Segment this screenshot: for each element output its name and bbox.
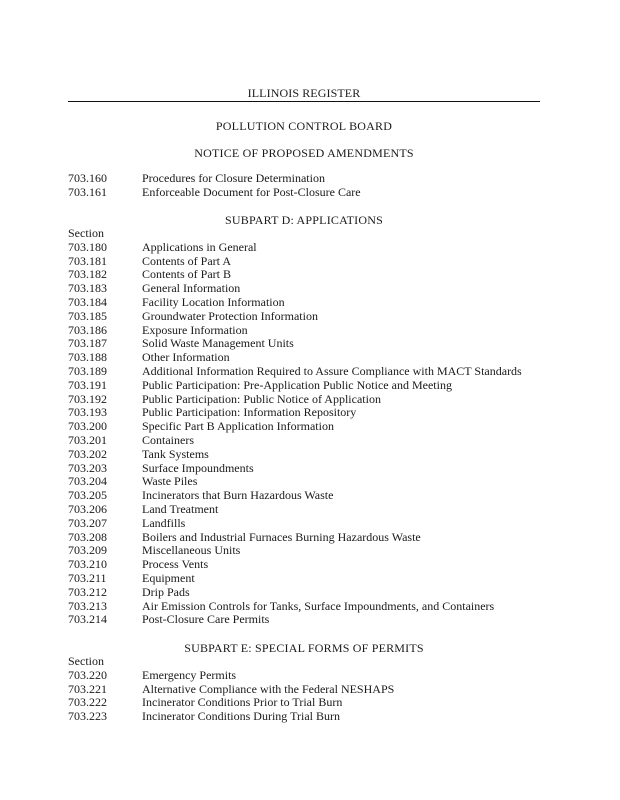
- section-title: Emergency Permits: [142, 667, 237, 682]
- section-row: [68, 255, 548, 269]
- subpart-e-list: [68, 655, 548, 724]
- header-rule: [68, 101, 540, 102]
- subpart-d-heading: SUBPART D: APPLICATIONS: [225, 213, 383, 227]
- section-row: [68, 475, 548, 489]
- section-number: 703.205: [68, 488, 107, 503]
- section-row: [68, 600, 548, 614]
- section-title: Specific Part B Application Information: [142, 419, 334, 434]
- section-number: 703.189: [68, 363, 107, 378]
- section-title: Containers: [142, 432, 194, 447]
- section-number: 703.214: [68, 612, 107, 627]
- section-number: 703.184: [68, 294, 107, 309]
- section-title: Waste Piles: [142, 474, 198, 489]
- section-row: [68, 406, 548, 420]
- subpart-e-items: [68, 669, 548, 724]
- section-row: [68, 586, 548, 600]
- section-row: [68, 434, 548, 448]
- section-row: [68, 517, 548, 531]
- section-number: 703.210: [68, 557, 107, 572]
- section-number: 703.200: [68, 419, 107, 434]
- section-title: Solid Waste Management Units: [142, 336, 294, 351]
- section-row: [68, 489, 548, 503]
- section-row: [68, 365, 548, 379]
- section-number: 703.193: [68, 405, 107, 420]
- section-title: Other Information: [142, 350, 230, 365]
- section-row: [68, 241, 548, 255]
- section-title: Contents of Part B: [142, 267, 231, 282]
- subpart-d-list: [68, 227, 548, 627]
- section-row: [68, 613, 548, 627]
- section-title: Procedures for Closure Determination: [142, 171, 325, 185]
- section-row: [68, 393, 548, 407]
- section-number: 703.192: [68, 391, 107, 406]
- section-row: [68, 696, 548, 710]
- section-row: [68, 572, 548, 586]
- register-title: ILLINOIS REGISTER: [247, 86, 361, 100]
- section-row: [68, 282, 548, 296]
- section-number: 703.207: [68, 515, 107, 530]
- section-number: 703.202: [68, 446, 107, 461]
- section-number: 703.204: [68, 474, 107, 489]
- section-row: [68, 503, 548, 517]
- section-row: [68, 296, 548, 310]
- section-number: 703.185: [68, 308, 107, 323]
- section-number: 703.160: [68, 171, 107, 185]
- section-number: 703.188: [68, 350, 107, 365]
- section-number: 703.161: [68, 184, 107, 199]
- section-number: 703.181: [68, 253, 107, 268]
- section-number: 703.223: [68, 709, 107, 724]
- section-number: 703.212: [68, 584, 107, 599]
- board-title: POLLUTION CONTROL BOARD: [215, 119, 393, 133]
- section-number: 703.191: [68, 377, 107, 392]
- section-title: Facility Location Information: [142, 294, 285, 309]
- section-title: Enforceable Document for Post-Closure Care: [142, 184, 361, 199]
- section-row: [68, 310, 548, 324]
- subpart-d-items: [68, 241, 548, 627]
- section-title: Exposure Information: [142, 322, 248, 337]
- notice-title: NOTICE OF PROPOSED AMENDMENTS: [194, 146, 414, 160]
- section-number: 703.222: [68, 695, 107, 710]
- section-row: [68, 448, 548, 462]
- section-title: Tank Systems: [142, 446, 209, 461]
- section-number: 703.186: [68, 322, 107, 337]
- top-section-list: [68, 172, 548, 200]
- subpart-e-heading: SUBPART E: SPECIAL FORMS OF PERMITS: [184, 641, 424, 655]
- section-row: [68, 558, 548, 572]
- section-row: [68, 710, 548, 724]
- section-title: Equipment: [142, 570, 195, 585]
- section-number: 703.209: [68, 543, 107, 558]
- section-title: Air Emission Controls for Tanks, Surface Impoundments, and Containers: [142, 598, 495, 613]
- section-title: Post-Closure Care Permits: [142, 612, 270, 627]
- section-number: 703.182: [68, 267, 107, 282]
- section-number: 703.211: [68, 570, 107, 585]
- section-title: Incinerators that Burn Hazardous Waste: [142, 488, 334, 503]
- section-title: Applications in General: [142, 239, 257, 254]
- section-title: General Information: [142, 281, 241, 296]
- section-row: [68, 324, 548, 338]
- section-number: 703.220: [68, 667, 107, 682]
- section-row: [68, 268, 548, 282]
- section-number: 703.183: [68, 281, 107, 296]
- section-title: Public Participation: Public Notice of Application: [142, 391, 381, 406]
- section-label: Section: [68, 226, 104, 240]
- section-label: Section: [68, 654, 104, 668]
- section-title: Boilers and Industrial Furnaces Burning Hazardous Waste: [142, 529, 421, 544]
- section-row: [68, 531, 548, 545]
- section-row: [68, 669, 548, 683]
- section-title: Alternative Compliance with the Federal NESHAPS: [142, 681, 395, 696]
- section-title: Incinerator Conditions During Trial Burn: [142, 709, 340, 724]
- section-row: [68, 462, 548, 476]
- section-number: 703.221: [68, 681, 107, 696]
- section-row: [68, 379, 548, 393]
- section-number: 703.180: [68, 239, 107, 254]
- section-row: [68, 186, 548, 200]
- section-title: Miscellaneous Units: [142, 543, 241, 558]
- section-title: Public Participation: Pre-Application Public Notice and Meeting: [142, 377, 452, 392]
- section-row: [68, 544, 548, 558]
- section-title: Process Vents: [142, 557, 209, 572]
- section-title: Drip Pads: [142, 584, 190, 599]
- section-title: Public Participation: Information Repository: [142, 405, 357, 420]
- section-number: 703.208: [68, 529, 107, 544]
- section-row: [68, 351, 548, 365]
- section-number: 703.213: [68, 598, 107, 613]
- section-number: 703.206: [68, 501, 107, 516]
- section-title: Land Treatment: [142, 501, 219, 516]
- section-title: Groundwater Protection Information: [142, 308, 318, 323]
- section-title: Surface Impoundments: [142, 460, 254, 475]
- section-row: [68, 420, 548, 434]
- section-title: Incinerator Conditions Prior to Trial Burn: [142, 695, 343, 710]
- section-title: Additional Information Required to Assure Compliance with MACT Standards: [142, 363, 522, 378]
- section-row: [68, 172, 548, 186]
- section-number: 703.187: [68, 336, 107, 351]
- section-number: 703.203: [68, 460, 107, 475]
- section-title: Contents of Part A: [142, 253, 231, 268]
- section-row: [68, 337, 548, 351]
- section-title: Landfills: [142, 515, 186, 530]
- section-row: [68, 683, 548, 697]
- section-number: 703.201: [68, 432, 107, 447]
